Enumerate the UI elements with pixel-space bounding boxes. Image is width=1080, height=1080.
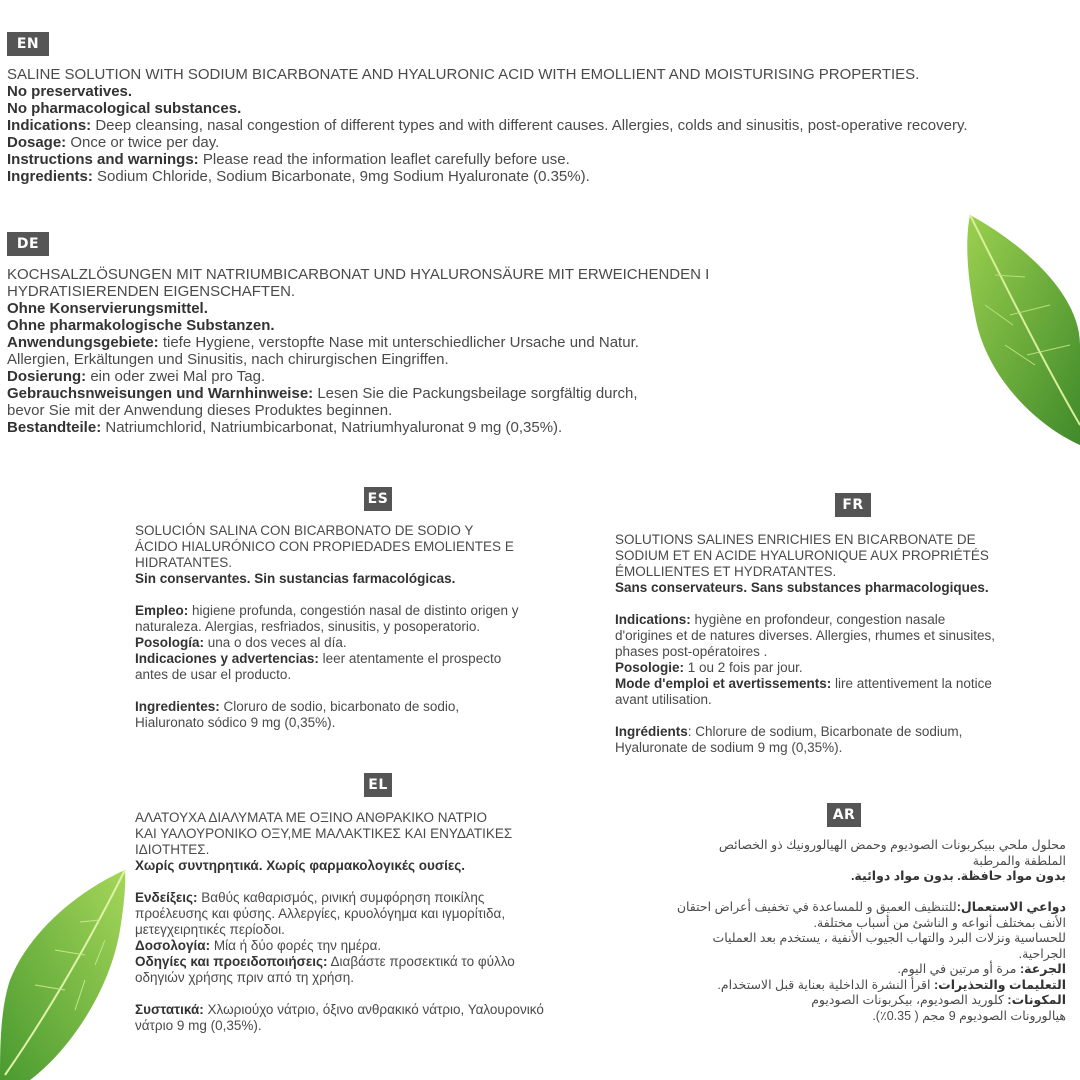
en-ingredients-label: Ingredients: [7,168,93,185]
de-title-1: KOCHSALZLÖSUNGEN MIT NATRIUMBICARBONAT UND HYALURONSÄURE MIT ERWEICHENDEN I [7,266,710,283]
es-indications-2: naturaleza. Alergias, resfriados, sinusitis, y posoperatorio. [135,619,481,634]
el-indications-label: Ενδείξεις: [135,890,198,905]
ar-indications-3: للحساسية ونزلات البرد والتهاب الجيوب الأنفية ، يستخدم بعد العمليات [712,931,1066,945]
lang-tag-en: EN [7,32,49,56]
en-dosage-label: Dosage: [7,134,67,151]
es-instructions-2: antes de usar el producto. [135,667,292,682]
es-dosage: una o dos veces al día. [204,635,347,650]
es-ingredients-label: Ingredientes: [135,699,220,714]
el-indications-1: Βαθύς καθαρισμός, ρινική συμφόρηση ποικίλης [197,890,485,905]
ar-title-2: الملطفة والمرطبة [972,853,1066,868]
lang-tag-de: DE [7,232,49,256]
de-instructions-label: Gebrauchsnweisungen und Warnhinweise: [7,385,314,402]
section-de [7,266,755,436]
ar-ingredients-1: كلوريد الصوديوم، بيكربونات الصوديوم [811,993,1008,1007]
es-indications-1: higiene profunda, congestión nasal de distinto origen y [188,603,519,618]
section-fr [615,532,995,756]
en-indications: Deep cleansing, nasal congestion of different types and with different causes. Allergies, colds and sinusitis, post-operative recovery. [91,117,968,134]
fr-indications-label: Indications: [615,612,691,627]
el-indications-3: μετεγχειρητικές περίοδοι. [135,922,285,937]
fr-ingredients-label: Ingrédients [615,724,688,739]
de-ingredients: Natriumchlorid, Natriumbicarbonat, Natriumhyaluronat 9 mg (0,35%). [101,419,563,436]
el-ingredients-2: νάτριο 9 mg (0,35%). [135,1018,262,1033]
ar-no-pharma: بدون مواد حافظة. بدون مواد دوائية. [850,869,1066,883]
section-el [135,810,544,1034]
fr-indications-1: hygiène en profondeur, congestion nasale [690,612,946,627]
el-title-3: ΙΔΙΟΤΗΤΕΣ. [135,842,210,857]
el-indications-2: προέλευσης και φύσης. Αλλεργίες, κρυολόγημα και ιγμορίτιδα, [135,906,506,921]
leaf-bottom-left-icon [0,860,130,1080]
leaf-top-right-icon [955,205,1080,455]
el-ingredients-label: Συστατικά: [135,1002,204,1017]
ar-instructions: اقرأ النشرة الداخلية بعناية قبل الاستخدام. [717,977,934,992]
en-indications-label: Indications: [7,117,92,134]
en-no-preservatives: No preservatives. [7,83,133,100]
lang-tag-el: EL [364,773,392,797]
es-title-1: SOLUCIÓN SALINA CON BICARBONATO DE SODIO Y [135,523,474,538]
section-ar [640,838,1066,1024]
ar-dosage: مرة أو مرتين في اليوم. [897,962,1020,976]
lang-tag-fr: FR [835,493,871,517]
fr-title-1: SOLUTIONS SALINES ENRICHIES EN BICARBONATE DE [615,532,976,547]
es-instructions-1: leer atentamente el prospecto [318,651,502,666]
de-indications-1: tiefe Hygiene, verstopfte Nase mit unterschiedlicher Ursache und Natur. [158,334,639,351]
de-dosage-label: Dosierung: [7,368,87,385]
fr-title-2: SODIUM ET EN ACIDE HYALURONIQUE AUX PROPRIÉTÉS [615,548,989,563]
en-instructions: Please read the information leaflet carefully before use. [198,151,570,168]
el-instructions-label: Οδηγίες και προειδοποιήσεις: [135,954,328,969]
fr-dosage: 1 ou 2 fois par jour. [684,660,803,675]
el-title-1: ΑΛΑΤΟΥΧΑ ΔΙΑΛΥΜΑΤΑ ΜΕ ΟΞΙΝΟ ΑΝΘΡΑΚΙΚΟ ΝΑΤΡΙΟ [135,810,488,825]
ar-indications-label: دواعي الاستعمال: [956,900,1066,914]
ar-instructions-label: التعليمات والتحذيرات: [933,977,1066,992]
es-ingredients-1: Cloruro de sodio, bicarbonato de sodio, [219,699,460,714]
el-title-2: ΚΑΙ ΥΑΛΟΥΡΟΝΙΚΟ ΟΞΥ,ΜΕ ΜΑΛΑΚΤΙΚΕΣ ΚΑΙ ΕΝΥΔΑΤΙΚΕΣ [135,826,513,841]
en-title: SALINE SOLUTION WITH SODIUM BICARBONATE AND HYALURONIC ACID WITH EMOLLIENT AND MOISTURISING PROPERTIES. [7,66,920,83]
section-es [135,523,519,731]
fr-dosage-label: Posologie: [615,660,685,675]
de-title-2: HYDRATISIERENDEN EIGENSCHAFTEN. [7,283,296,300]
de-no-preservatives: Ohne Konservierungsmittel. [7,300,208,317]
fr-no-pharma: Sans conservateurs. Sans substances pharmacologiques. [615,580,989,595]
de-indications-2: Allergien, Erkältungen und Sinusitis, nach chirurgischen Eingriffen. [7,351,449,368]
ar-ingredients-2: هيالورونات الصوديوم 9 مجم ( 0.35٪). [872,1008,1066,1023]
de-indications-label: Anwendungsgebiete: [7,334,159,351]
fr-instructions-1: lire attentivement la notice [831,676,992,691]
fr-instructions-2: avant utilisation. [615,692,712,707]
de-instructions-1: Lesen Sie die Packungsbeilage sorgfältig durch, [313,385,638,402]
el-instructions-2: οδηγιών χρήσης πριν από τη χρήση. [135,970,355,985]
fr-indications-2: d'origines et de natures diverses. Allergies, rhumes et sinusites, [615,628,996,643]
de-ingredients-label: Bestandteile: [7,419,102,436]
de-dosage: ein oder zwei Mal pro Tag. [86,368,266,385]
ar-indications-1: للتنظيف العميق و للمساعدة في تخفيف أعراض احتقان [676,900,957,914]
section-en [7,66,968,185]
fr-indications-3: phases post-opératoires . [615,644,768,659]
en-no-pharma: No pharmacological substances. [7,100,242,117]
lang-tag-es: ES [364,487,392,511]
en-ingredients: Sodium Chloride, Sodium Bicarbonate, 9mg Sodium Hyaluronate (0.35%). [92,168,590,185]
es-title-3: HIDRATANTES. [135,555,233,570]
es-no-pharma: Sin conservantes. Sin sustancias farmacológicas. [135,571,456,586]
ar-indications-4: الجراحية. [1018,946,1066,961]
ar-title-1: محلول ملحي ببيكربونات الصوديوم وحمض الهيالورونيك ذو الخصائص [718,838,1066,852]
en-dosage: Once or twice per day. [66,134,220,151]
fr-ingredients-1: : Chlorure de sodium, Bicarbonate de sodium, [687,724,963,739]
es-dosage-label: Posología: [135,635,205,650]
fr-ingredients-2: Hyaluronate de sodium 9 mg (0,35%). [615,740,843,755]
fr-title-3: ÉMOLLIENTES ET HYDRATANTES. [615,564,837,579]
el-instructions-1: Διαβάστε προσεκτικά το φύλλο [327,954,515,969]
ar-ingredients-label: المكونات: [1007,993,1066,1007]
ar-indications-2: الأنف بمختلف أنواعه و الناشئ من أسباب مختلفة. [813,915,1066,930]
ar-dosage-label: الجرعة: [1019,962,1066,976]
el-no-pharma: Χωρίς συντηρητικά. Χωρίς φαρμακολογικές ουσίες. [135,858,466,873]
fr-instructions-label: Mode d'emploi et avertissements: [615,676,832,691]
en-instructions-label: Instructions and warnings: [7,151,199,168]
es-indications-label: Empleo: [135,603,189,618]
es-ingredients-2: Hialuronato sódico 9 mg (0,35%). [135,715,336,730]
de-no-pharma: Ohne pharmakologische Substanzen. [7,317,275,334]
el-dosage: Μία ή δύο φορές την ημέρα. [210,938,382,953]
de-instructions-2: bevor Sie mit der Anwendung dieses Produktes beginnen. [7,402,393,419]
el-ingredients-1: Χλωριούχο νάτριο, όξινο ανθρακικό νάτριο, Υαλουρονικό [203,1002,544,1017]
es-instructions-label: Indicaciones y advertencias: [135,651,319,666]
el-dosage-label: Δοσολογία: [135,938,211,953]
es-title-2: ÁCIDO HIALURÓNICO CON PROPIEDADES EMOLIENTES E [135,539,514,554]
lang-tag-ar: AR [827,803,861,827]
